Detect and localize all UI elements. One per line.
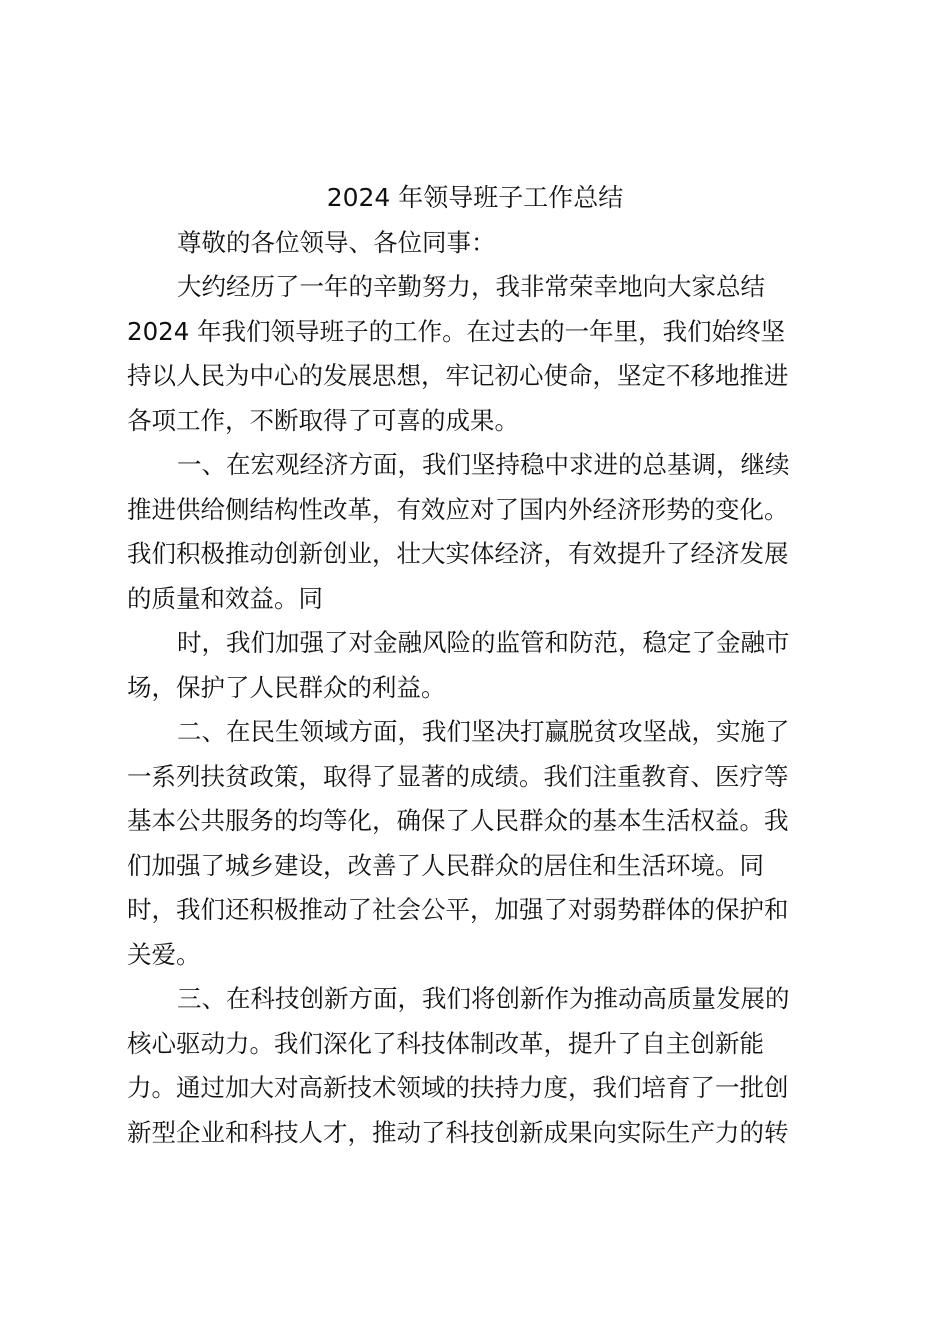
paragraph-intro	[127, 265, 823, 443]
text-line: 2024 年我们领导班子的工作。在过去的一年里，我们始终坚	[127, 316, 786, 346]
paragraph-economy	[127, 443, 823, 621]
text-line: 持以人民为中心的发展思想，牢记初心使命，坚定不移地推进	[127, 361, 789, 390]
greeting	[127, 221, 823, 266]
paragraph-finance	[127, 621, 823, 710]
text-line: 时，我们加强了对金融风险的监管和防范，稳定了金融市	[177, 628, 790, 657]
text-line: 核心驱动力。我们深化了科技体制改革，提升了自主创新能	[127, 1028, 764, 1058]
text-line: 我们积极推动创新创业，壮大实体经济，有效提升了经济发展	[127, 539, 789, 568]
document-title: 2024 年领导班子工作总结	[326, 183, 624, 212]
text-line: 二、在民生领域方面，我们坚决打赢脱贫攻坚战，实施了	[177, 717, 790, 746]
text-line: 一系列扶贫政策，取得了显著的成绩。我们注重教育、医疗等	[127, 761, 789, 791]
text-line: 新型企业和科技人才，推动了科技创新成果向实际生产力的转	[127, 1117, 789, 1147]
text-line: 的质量和效益。同	[127, 583, 323, 613]
text-line: 一、在宏观经济方面，我们坚持稳中求进的总基调，继续	[177, 450, 790, 479]
text-line: 们加强了城乡建设，改善了人民群众的居住和生活环境。同	[127, 850, 764, 880]
text-line: 三、在科技创新方面，我们将创新作为推动高质量发展的	[177, 984, 790, 1013]
text-line: 关爱。	[127, 939, 201, 969]
text-line: 基本公共服务的均等化，确保了人民群众的基本生活权益。我	[127, 806, 789, 835]
text-line: 场，保护了人民群众的利益。	[127, 672, 446, 702]
paragraph-innovation	[127, 977, 823, 1155]
text-line: 推进供给侧结构性改革，有效应对了国内外经济形势的变化。	[127, 494, 789, 524]
text-line: 时，我们还积极推动了社会公平，加强了对弱势群体的保护和	[127, 895, 789, 924]
text-line: 力。通过加大对高新技术领域的扶持力度，我们培育了一批创	[127, 1073, 789, 1102]
paragraph-livelihood	[127, 710, 823, 977]
greeting-line: 尊敬的各位领导、各位同事：	[177, 227, 496, 257]
text-line: 大约经历了一年的辛勤努力，我非常荣幸地向大家总结	[177, 272, 765, 301]
text-line: 各项工作，不断取得了可喜的成果。	[127, 405, 519, 435]
document-body	[127, 176, 823, 1155]
